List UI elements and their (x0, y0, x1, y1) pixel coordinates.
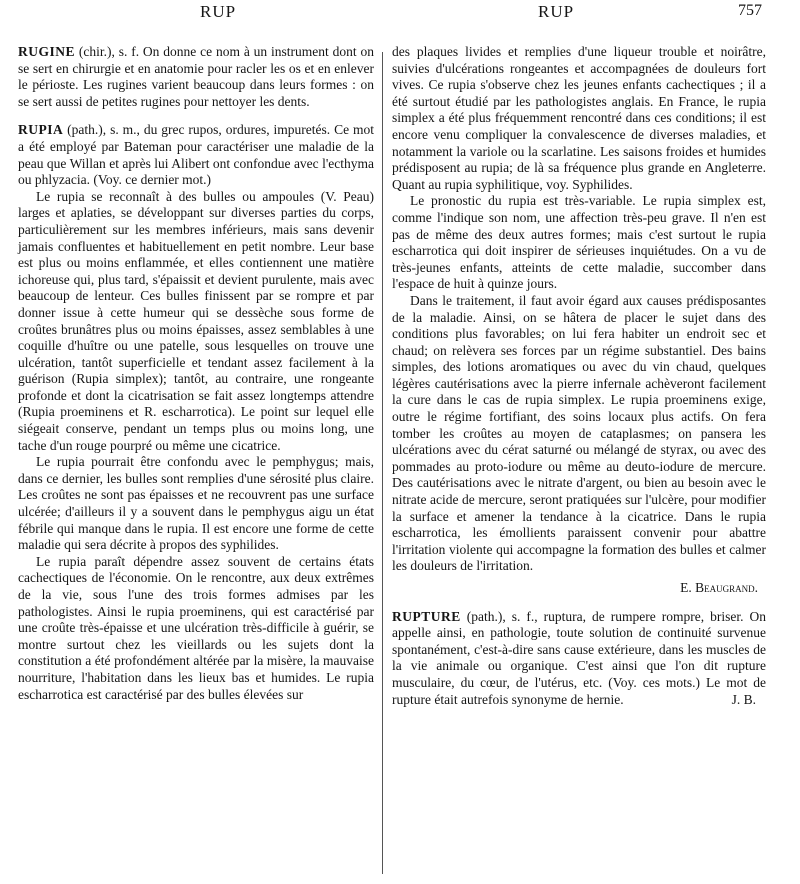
paragraph: Le pronostic du rupia est très-variable. Le rupia simplex est, comme l'indique son nom, une affection très-peu grave. Il n'en est pas de même des deux autres formes; mais c'est surtout le rupia escharrotica qui doit inspirer de sérieuses inquiétudes. On a vu de très-jeunes enfants, atteints de cette maladie, succomber dans l'espace de huit à quinze jours. (392, 193, 766, 292)
entry-rupture (392, 609, 766, 709)
author-initials: J. B. (731, 691, 756, 707)
left-column (18, 44, 374, 703)
author-signature: E. Beaugrand. (680, 580, 758, 595)
headword-rupture: RUPTURE (392, 608, 461, 624)
paragraph: des plaques livides et remplies d'une liqueur trouble et noirâtre, suivies d'ulcérations rongeantes et accompagnées de douleurs fort vives. Ce rupia s'observe chez les jeunes enfants cachectiques ; il a été surtout étudié par les pathologistes anglais. En France, le rupia simplex a été plus fréquemment rencontré dans ces conditions; il est encore venu compliquer la convalescence de diverses maladies, et notamment la variole ou la scarlatine. Les saisons froides et humides prédisposent au rupia; de là sa fréquence plus grande en Angleterre. Quant au rupia syphilitique, voy. Syphilides. (392, 44, 766, 192)
paragraph: Le rupia se reconnaît à des bulles ou ampoules (V. Peau) larges et aplaties, se développant sur diverses parties du corps, particulièrement sur les membres inférieurs, mais sans devenir jamais confluentes et habituellement en petit nombre. Leur base est plus ou moins enflammée, et elles contiennent une matière ichoreuse qui, plus tard, s'épaissit et devient purulente, mais avec beaucoup de lenteur. Ces bulles finissent par se rompre et par donner issue à cette humeur qui se dessèche sous forme de croûtes brunâtres plus ou moins épaisses, assez semblables à une coquille d'huître ou une patelle, sous lesquelles on trouve une ulcération, tantôt superficielle et tendant assez facilement à la guérison (Rupia simplex); tantôt, au contraire, une rongeante profonde et dont la cicatrisation se fait assez longtemps attendre (Rupia proeminens et R. escharrotica). Le point sur lequel elle siégeait conserve, pendant un temps plus ou moins long, une tache d'un rouge pourpré ou même une cicatrice. (18, 188, 374, 453)
entry-rupia-text: (path.), s. m., du grec rupos, ordures, impuretés. Ce mot a été employé par Bateman pour caractériser une maladie de la peau que Willan et après lui Alibert ont confondue avec l'ecthyma ou phlyzacia. (Voy. ce dernier mot.) (18, 122, 374, 188)
entry-rupia (18, 122, 374, 188)
right-column (392, 44, 766, 708)
entry-rugine-text: (chir.), s. f. On donne ce nom à un instrument dont on se sert en chirurgie et en anatomie pour racler les os et en enlever le périoste. Les rugines varient beaucoup dans leurs formes : on se sert aussi de petites rugines pour nettoyer les dents. (18, 44, 374, 109)
entry-rupture-text: (path.), s. f., ruptura, de rumpere rompre, briser. On appelle ainsi, en pathologie, toute solution de continuité survenue spontanément, c'est-à-dire sans cause extérieure, dans les muscles de la vie animale ou organique. C'est ainsi que l'on dit rupture musculaire, du cœur, de l'utérus, etc. (Voy. ces mots.) Le mot de rupture était autrefois synonyme de hernie. (392, 608, 766, 707)
running-head-left: RUP (200, 2, 237, 21)
running-header (0, 2, 800, 30)
paragraph: Le rupia paraît dépendre assez souvent de certains états cachectiques de l'économie. On le rencontre, aux deux extrêmes de la vie, sous l'une des trois formes admises par les pathologistes. Ainsi le rupia proeminens, qui est caractérisé par une croûte très-épaisse et une ulcération très-difficile à guérir, se montre surtout chez les vieillards ou les sujets dont la constitution a été profondément altérée par la misère, la mauvaise nourriture, l'habitation dans les lieux bas et humides. Le rupia escharrotica est caractérisé par des bulles élevées sur (18, 553, 374, 702)
paragraph: Dans le traitement, il faut avoir égard aux causes prédisposantes de la maladie. Ainsi, on se hâtera de placer le sujet dans des conditions plus favorables; on lui fera habiter un endroit sec et chaud; on relèvera ses forces par un régime substantiel. Des bains simples, des lotions aromatiques ou avec du vin chaud, quelques légères cautérisations avec la pierre infernale achèveront facilement la cure dans le cas de rupia simplex. Le rupia proeminens exige, outre le régime fortifiant, des soins locaux plus actifs. On fera tomber les croûtes au moyen de cataplasmes; on pansera les ulcérations avec du cérat saturné ou mélangé de styrax, ou avec des pommades au proto-iodure ou même au deuto-iodure de mercure. Des cautérisations avec le nitrate d'argent, ou bien au besoin avec le nitrate acide de mercure, seront pratiquées sur l'ulcère, pour modifier la surface et amener la tendance à la cicatrice. Dans le rupia escharrotica, les émollients paraissent convenir pour abattre l'irritation violente qui accompagne la formation des bulles et calmer les douleurs de l'irritation. (392, 292, 766, 574)
paragraph: Le rupia pourrait être confondu avec le pemphygus; mais, dans ce dernier, les bulles sont remplies d'une sérosité plus claire. Les croûtes ne sont pas épaisses et ne recouvrent pas une surface ulcérée; d'ailleurs il y a souvent dans le pemphygus aigu un état fébrile qui manque dans le rupia. Il est encore une forme de cette maladie qui sera décrite à propos des syphilides. (18, 454, 374, 553)
page-number: 757 (738, 2, 762, 19)
headword-rugine: RUGINE (18, 44, 76, 59)
headword-rupia: RUPIA (18, 122, 64, 138)
entry-rugine (18, 44, 374, 110)
column-divider (382, 52, 383, 874)
running-head-right: RUP (538, 2, 575, 21)
